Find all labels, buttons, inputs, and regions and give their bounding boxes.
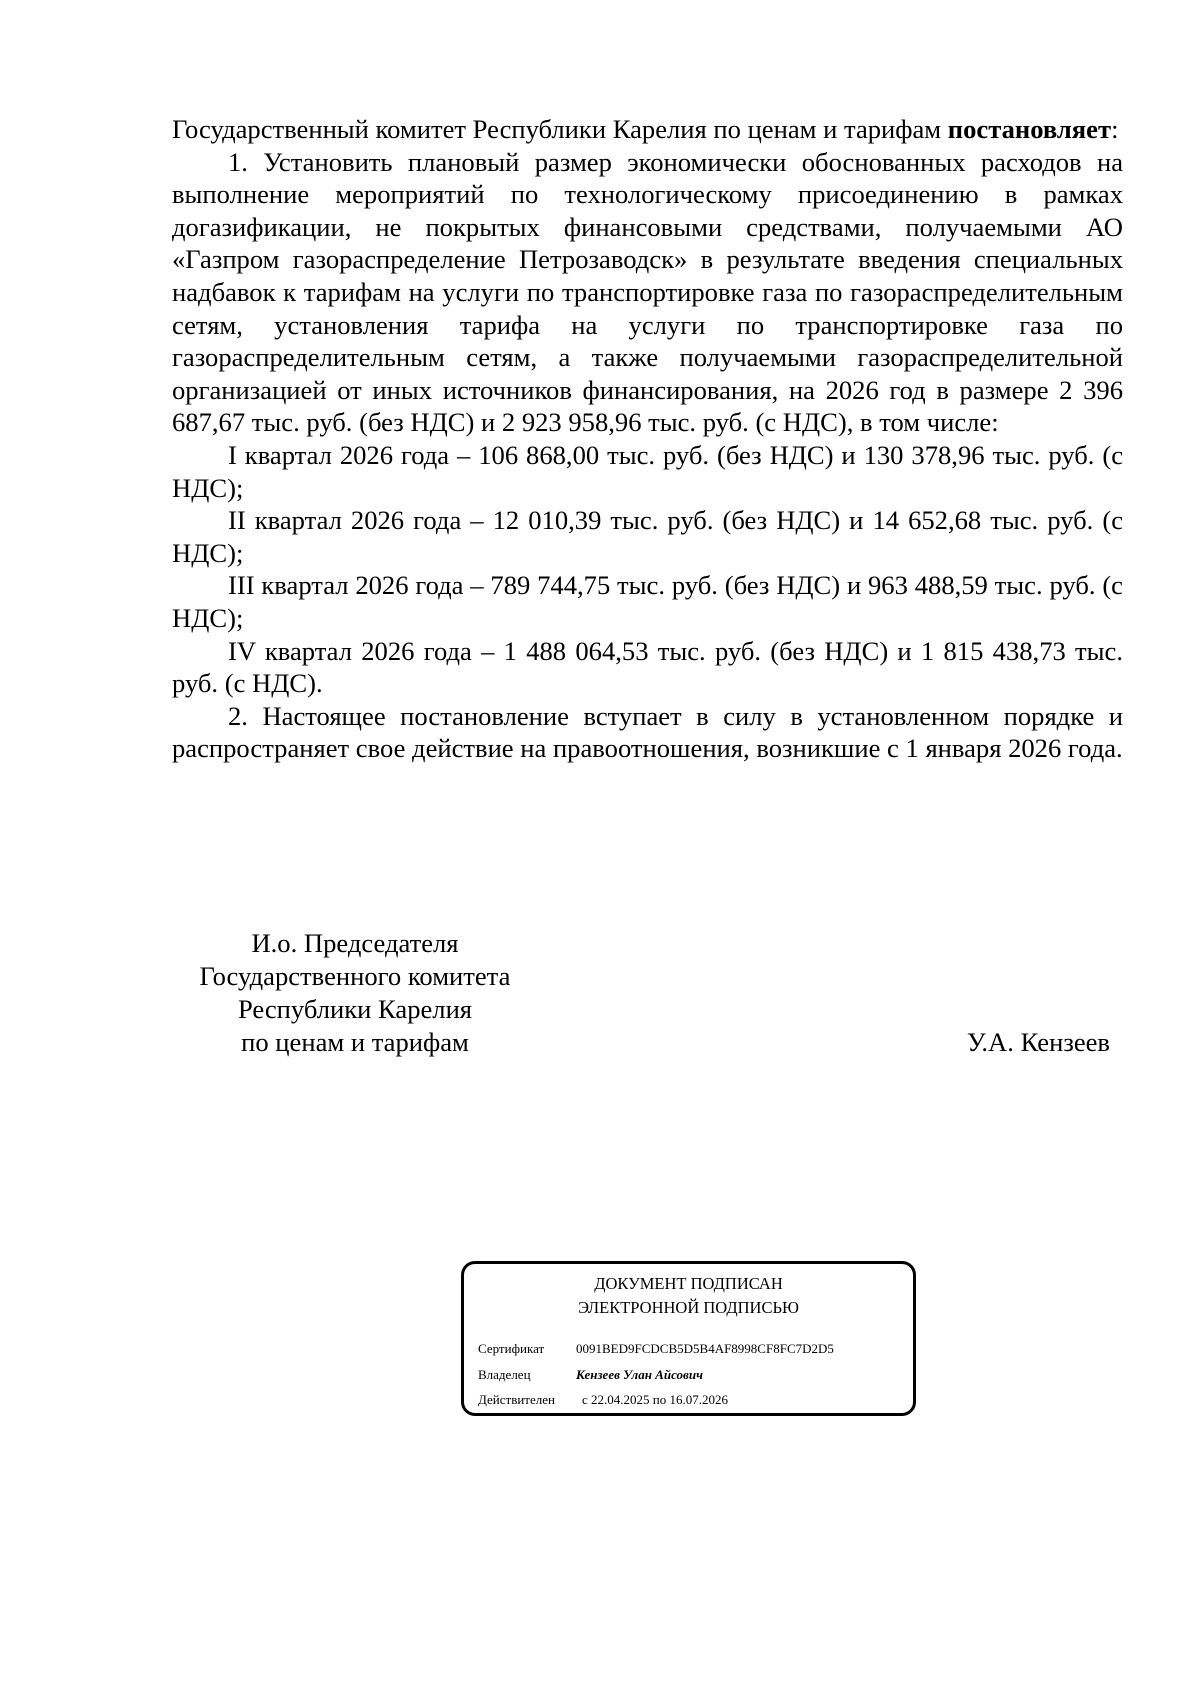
stamp-title-line-2: ЭЛЕКТРОННОЙ ПОДПИСЬЮ [578, 1298, 799, 1317]
signatory-title [172, 927, 538, 1059]
electronic-signature-stamp [461, 1261, 916, 1416]
intro-colon: : [1111, 114, 1119, 144]
signatory-title-line: Государственного комитета [199, 961, 511, 991]
certificate-value: 0091BED9FCDCB5D5B4AF8998CF8FC7D2D5 [576, 1341, 834, 1356]
stamp-owner-row [478, 1367, 703, 1383]
quarter-4-line: IV квартал 2026 года – 1 488 064,53 тыс. руб. (без НДС) и 1 815 438,73 тыс. руб. (с НДС). [172, 635, 1123, 699]
owner-value: Кензеев Улан Айсович [576, 1367, 703, 1382]
valid-from-value: с 22.04.2025 [582, 1392, 650, 1407]
certificate-label: Сертификат [478, 1341, 545, 1356]
item-2-paragraph: 2. Настоящее постановление вступает в силу в установленном порядке и распространяет свое действие на правоотношения, возникшие с 1 января 2026 года. [172, 700, 1123, 764]
stamp-certificate-row [478, 1341, 834, 1357]
valid-to-value: по 16.07.2026 [652, 1392, 728, 1407]
stamp-title [464, 1272, 913, 1320]
stamp-validity-row [478, 1392, 728, 1408]
intro-verb: постановляет [947, 114, 1112, 144]
signatory-name: У.А. Кензеев [966, 1027, 1110, 1057]
item-1-paragraph: 1. Установить плановый размер экономически обоснованных расходов на выполнение мероприятий по технологическому присоединению в рамках догазификации, не покрытых финансовыми средствами, получаемыми АО «Газпром газораспределение Петрозаводск» в результате введения специальных надбавок к тарифам на услуги по транспортировке газа по газораспределительным сетям, установления тарифа на услуги по транспортировке газа по газораспределительным сетям, а также получаемыми газораспределительной организацией от иных источников финансирования, на 2026 год в размере 2 396 687,67 тыс. руб. (без НДС) и 2 923 958,96 тыс. руб. (с НДС), в том числе: [172, 146, 1123, 438]
quarter-3-line: III квартал 2026 года – 789 744,75 тыс. руб. (без НДС) и 963 488,59 тыс. руб. (с НДС); [172, 570, 1123, 633]
signatory-title-line: И.о. Председателя [251, 928, 459, 958]
stamp-title-line-1: ДОКУМЕНТ ПОДПИСАН [594, 1274, 783, 1293]
signatory-title-line: по ценам и тарифам [241, 1027, 469, 1057]
signatory-title-line: Республики Карелия [237, 994, 473, 1024]
owner-label: Владелец [478, 1367, 531, 1382]
quarter-2-line: II квартал 2026 года – 12 010,39 тыс. руб. (без НДС) и 14 652,68 тыс. руб. (с НДС); [172, 505, 1123, 568]
quarter-1-line: I квартал 2026 года – 106 868,00 тыс. руб. (без НДС) и 130 378,96 тыс. руб. (с НДС); [172, 439, 1123, 503]
intro-paragraph [172, 113, 1123, 146]
document-body [172, 113, 1123, 765]
valid-label: Действителен [478, 1392, 555, 1407]
intro-text: Государственный комитет Республики Карелия по ценам и тарифам [172, 114, 948, 144]
